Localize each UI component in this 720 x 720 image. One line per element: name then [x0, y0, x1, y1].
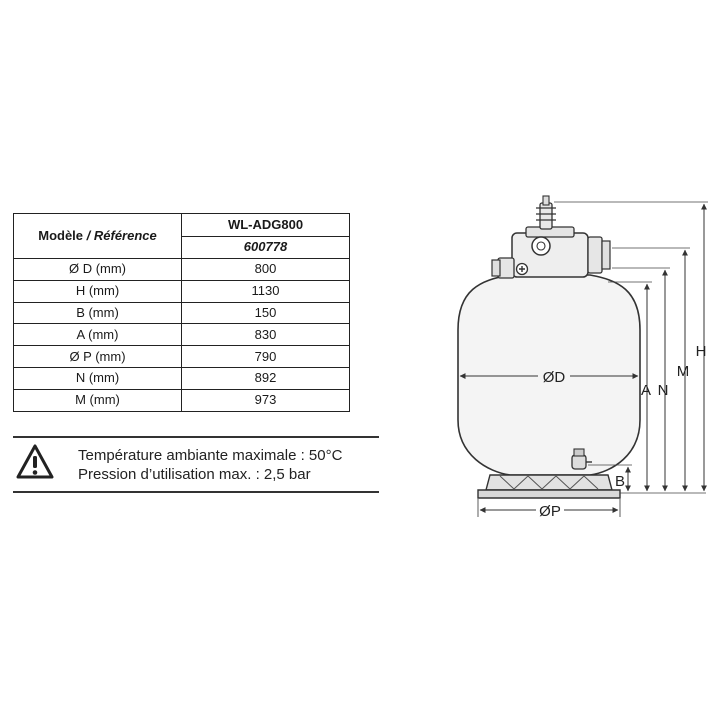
table-header-row [14, 214, 350, 237]
row-label: N (mm) [14, 367, 182, 389]
table-row [14, 259, 350, 281]
row-value: 150 [182, 302, 350, 324]
label-n: N [657, 382, 669, 399]
table-row [14, 324, 350, 346]
row-label: Ø D (mm) [14, 259, 182, 281]
warning-top-rule [13, 436, 379, 438]
label-base-diameter-p: ØP [539, 503, 561, 520]
row-value: 892 [182, 367, 350, 389]
table-row [14, 389, 350, 411]
row-value: 800 [182, 259, 350, 281]
spec-table [13, 213, 350, 412]
row-value: 790 [182, 346, 350, 368]
warning-bottom-rule [13, 491, 379, 493]
row-value: 973 [182, 389, 350, 411]
warning-triangle-icon [15, 443, 55, 481]
label-b: B [614, 473, 626, 490]
model-name: WL-ADG800 [182, 214, 350, 237]
warning-text [78, 446, 342, 484]
label-h: H [695, 343, 707, 360]
header-model-reference [14, 214, 182, 259]
header-reference-label: Référence [93, 228, 157, 243]
reference-number: 600778 [182, 236, 350, 259]
multiport-valve [492, 196, 610, 278]
row-label: H (mm) [14, 280, 182, 302]
header-separator: / [83, 228, 94, 243]
table-row [14, 280, 350, 302]
row-value: 830 [182, 324, 350, 346]
warning-line-temperature: Température ambiante maximale : 50°C [78, 447, 343, 464]
label-diameter-d: ØD [542, 369, 566, 386]
label-a: A [640, 382, 652, 399]
sand-filter-diagram [440, 190, 710, 525]
table-row [14, 302, 350, 324]
row-label: B (mm) [14, 302, 182, 324]
table-row [14, 367, 350, 389]
filter-base [478, 475, 620, 498]
label-m: M [676, 363, 690, 380]
row-label: A (mm) [14, 324, 182, 346]
table-row [14, 346, 350, 368]
row-label: Ø P (mm) [14, 346, 182, 368]
header-model-label: Modèle [38, 228, 84, 243]
row-value: 1130 [182, 280, 350, 302]
warning-line-pressure: Pression d’utilisation max. : 2,5 bar [78, 466, 311, 483]
row-label: M (mm) [14, 389, 182, 411]
